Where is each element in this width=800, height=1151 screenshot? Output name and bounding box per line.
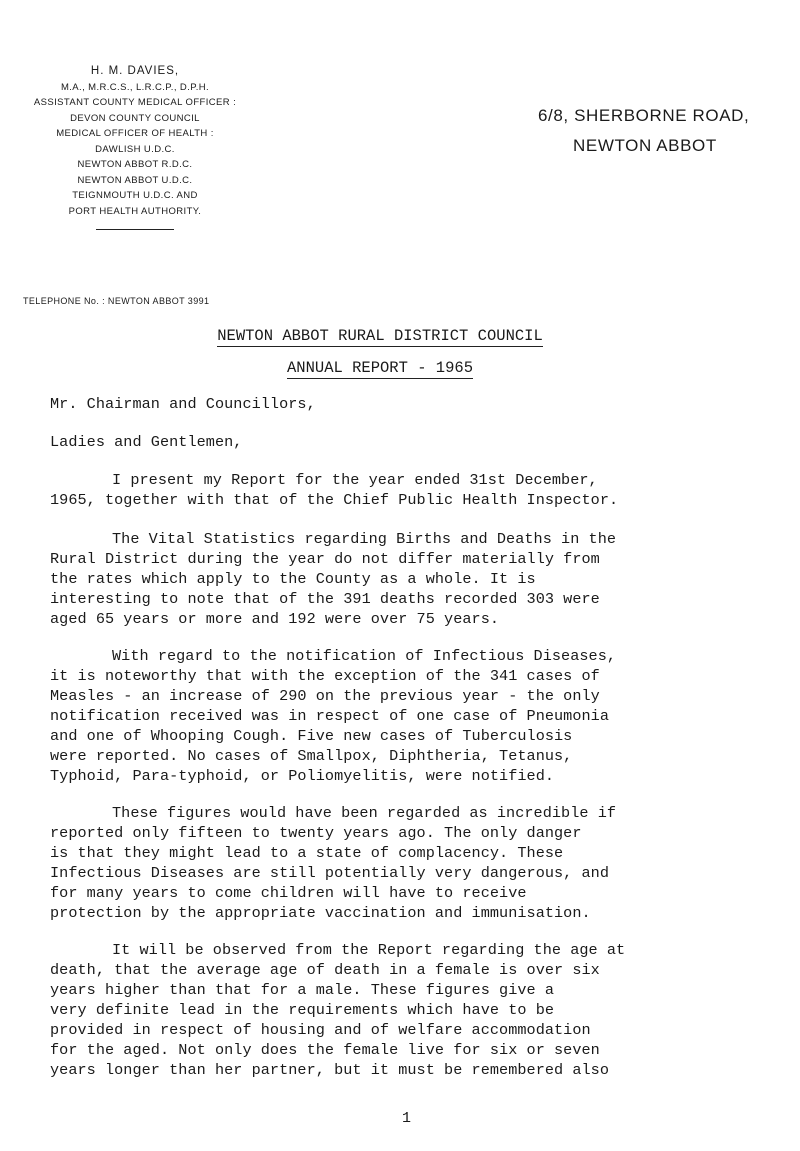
paragraph-4-line: is that they might lead to a state of complacency. These — [50, 844, 564, 862]
officer-role-1: ASSISTANT COUNTY MEDICAL OFFICER : — [33, 97, 237, 108]
district-5: PORT HEALTH AUTHORITY. — [68, 205, 202, 217]
paragraph-3-line: With regard to the notification of Infectious Diseases, — [112, 647, 617, 665]
paragraph-5-line: for the aged. Not only does the female live for six or seven — [50, 1041, 600, 1059]
council-name: DEVON COUNTY COUNCIL — [70, 112, 200, 124]
paragraph-2-line: interesting to note that of the 391 deaths recorded 303 were — [50, 590, 600, 608]
paragraph-2-line: aged 65 years or more and 192 were over 75 years. — [50, 610, 500, 628]
district-3: NEWTON ABBOT U.D.C. — [77, 174, 193, 186]
paragraph-2-line: Rural District during the year do not differ materially from — [50, 550, 600, 568]
paragraph-2-line: the rates which apply to the County as a whole. It is — [50, 570, 536, 588]
telephone: TELEPHONE No. : NEWTON ABBOT 3991 — [23, 296, 210, 306]
paragraph-5-line: provided in respect of housing and of welfare accommodation — [50, 1021, 591, 1039]
officer-qualifications: M.A., M.R.C.S., L.R.C.P., D.P.H. — [60, 81, 210, 93]
salutation-1: Mr. Chairman and Councillors, — [50, 395, 316, 413]
paragraph-3-line: it is noteworthy that with the exception of the 341 cases of — [50, 667, 600, 685]
letterhead — [0, 64, 270, 230]
paragraph-3-line: notification received was in respect of one case of Pneumonia — [50, 707, 610, 725]
paragraph-2-line: The Vital Statistics regarding Births and Deaths in the — [112, 530, 617, 548]
paragraph-4-line: protection by the appropriate vaccination and immunisation. — [50, 904, 591, 922]
report-heading: ANNUAL REPORT - 1965 — [286, 359, 474, 377]
district-2: NEWTON ABBOT R.D.C. — [77, 159, 193, 170]
paragraph-5-line: years longer than her partner, but it must be remembered also — [50, 1061, 610, 1079]
officer-name: H. M. DAVIES, — [90, 65, 180, 77]
paragraph-5-line: very definite lead in the requirements which have to be — [50, 1001, 555, 1019]
salutation-2: Ladies and Gentlemen, — [50, 433, 243, 451]
paragraph-4-line: reported only fifteen to twenty years ago. The only danger — [50, 824, 582, 842]
paragraph-4-line: for many years to come children will have to receive — [50, 884, 527, 902]
address-line-1: 6/8, SHERBORNE ROAD, — [538, 106, 750, 125]
paragraph-5-line: death, that the average age of death in a female is over six — [50, 961, 600, 979]
council-heading: NEWTON ABBOT RURAL DISTRICT COUNCIL — [217, 327, 543, 345]
paragraph-1-line: I present my Report for the year ended 31st December, — [112, 471, 598, 489]
district-4: TEIGNMOUTH U.D.C. AND — [72, 190, 198, 201]
paragraph-3-line: and one of Whooping Cough. Five new cases of Tuberculosis — [50, 727, 573, 745]
paragraph-3-line: Measles - an increase of 290 on the previous year - the only — [50, 687, 600, 705]
paragraph-1-line: 1965, together with that of the Chief Public Health Inspector. — [50, 491, 619, 509]
paragraph-4-line: Infectious Diseases are still potentially very dangerous, and — [50, 864, 610, 882]
page-number: 1 — [402, 1110, 412, 1127]
paragraph-4-line: These figures would have been regarded as incredible if — [112, 804, 617, 822]
district-1: DAWLISH U.D.C. — [95, 143, 175, 155]
officer-role-2: MEDICAL OFFICER OF HEALTH : — [56, 128, 214, 139]
paragraph-5-line: years higher than that for a male. These figures give a — [50, 981, 555, 999]
paragraph-5-line: It will be observed from the Report regarding the age at — [112, 941, 626, 959]
letterhead-divider — [96, 229, 174, 230]
address-line-2: NEWTON ABBOT — [573, 136, 717, 155]
paragraph-3-line: were reported. No cases of Smallpox, Diphtheria, Tetanus, — [50, 747, 573, 765]
paragraph-3-line: Typhoid, Para-typhoid, or Poliomyelitis, were notified. — [50, 767, 555, 785]
